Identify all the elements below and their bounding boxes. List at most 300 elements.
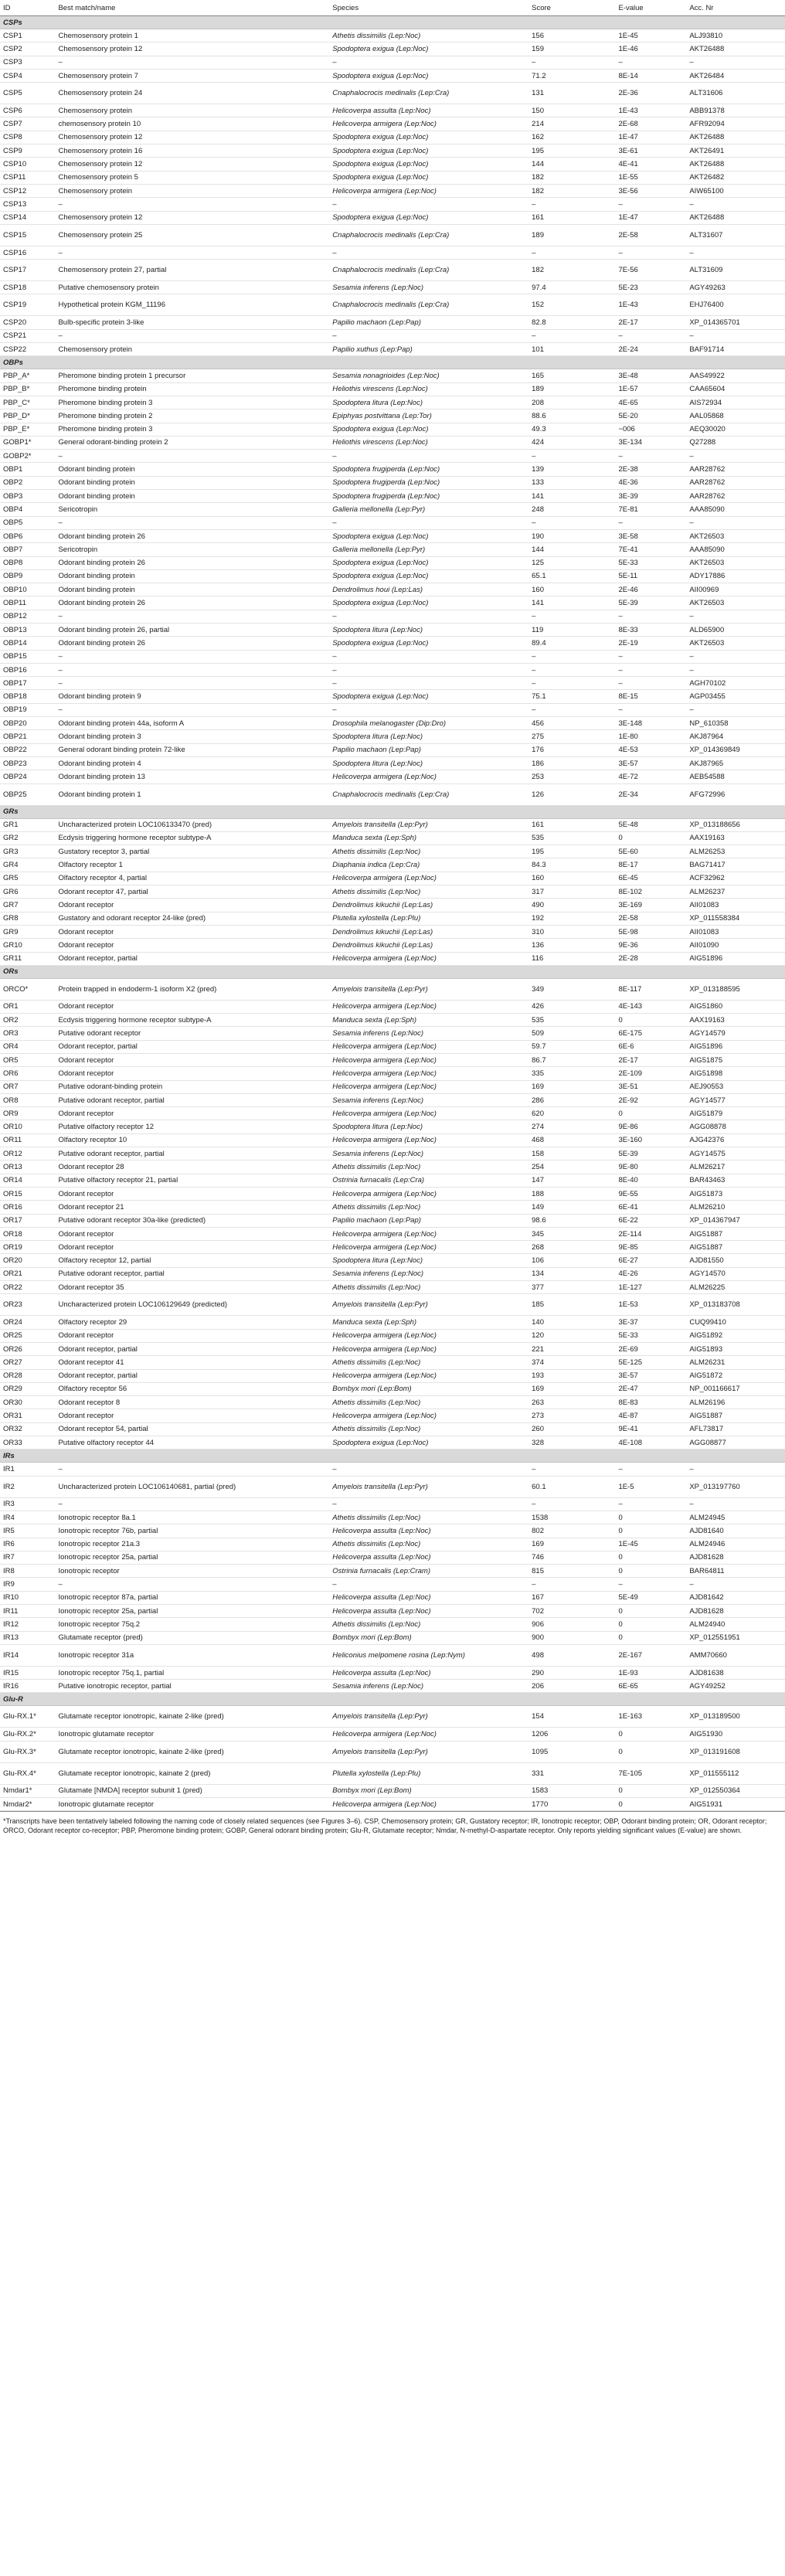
cell-score: 131: [528, 83, 615, 104]
cell-species: –: [329, 1497, 528, 1511]
table-row: [0, 831, 785, 845]
cell-species: Helicoverpa armigera (Lep:Noc): [329, 952, 528, 965]
cell-best-match: Chemosensory protein 24: [55, 83, 329, 104]
cell-best-match: Putative chemosensory protein: [55, 281, 329, 294]
cell-score: 134: [528, 1267, 615, 1280]
cell-best-match: Bulb-specific protein 3-like: [55, 316, 329, 329]
table-row: [0, 1107, 785, 1120]
cell-best-match: Odorant binding protein 4: [55, 756, 329, 770]
cell-accession: AAR28762: [686, 476, 785, 489]
cell-species: Spodoptera exigua (Lep:Noc): [329, 569, 528, 583]
cell-best-match: Chemosensory protein: [55, 343, 329, 356]
cell-evalue: 0: [615, 1014, 686, 1027]
cell-evalue: 5E-125: [615, 1356, 686, 1369]
cell-evalue: 0: [615, 1551, 686, 1564]
cell-id: OBP17: [0, 677, 55, 690]
cell-best-match: –: [55, 1463, 329, 1476]
section-header: [0, 805, 785, 818]
cell-id: CSP3: [0, 56, 55, 69]
cell-score: 490: [528, 899, 615, 912]
cell-id: CSP19: [0, 294, 55, 316]
cell-species: Plutella xylostella (Lep:Plu): [329, 1762, 528, 1784]
cell-evalue: –: [615, 246, 686, 259]
cell-evalue: 5E-48: [615, 818, 686, 831]
cell-best-match: Pheromone binding protein 2: [55, 410, 329, 423]
cell-evalue: 3E-58: [615, 529, 686, 542]
table-row: [0, 1497, 785, 1511]
cell-best-match: Chemosensory protein 12: [55, 211, 329, 224]
cell-best-match: Odorant binding protein 3: [55, 730, 329, 743]
cell-id: PBP_C*: [0, 396, 55, 409]
section-title: OBPs: [0, 356, 785, 369]
cell-evalue: 6E-175: [615, 1027, 686, 1040]
cell-evalue: 1E-47: [615, 131, 686, 144]
cell-accession: AKT26484: [686, 69, 785, 82]
cell-accession: ALM26231: [686, 1356, 785, 1369]
cell-best-match: Glutamate receptor ionotropic, kainate 2-like (pred): [55, 1741, 329, 1762]
cell-accession: AJD81638: [686, 1666, 785, 1679]
cell-best-match: Ionotropic receptor 75q.2: [55, 1618, 329, 1631]
cell-accession: AKT26503: [686, 529, 785, 542]
cell-score: 275: [528, 730, 615, 743]
cell-species: Sesamia inferens (Lep:Noc): [329, 1093, 528, 1106]
table-row: [0, 1174, 785, 1187]
header-best-match: Best match/name: [55, 0, 329, 16]
cell-species: –: [329, 450, 528, 463]
table-row: [0, 1476, 785, 1497]
cell-id: OR13: [0, 1161, 55, 1174]
cell-id: OR6: [0, 1067, 55, 1080]
cell-best-match: Odorant binding protein 13: [55, 770, 329, 783]
cell-species: –: [329, 1578, 528, 1591]
cell-id: OR19: [0, 1241, 55, 1254]
cell-evalue: 9E-55: [615, 1187, 686, 1200]
cell-species: Amyelois transitella (Lep:Pyr): [329, 1294, 528, 1316]
cell-id: OBP11: [0, 596, 55, 610]
cell-id: OBP18: [0, 690, 55, 703]
cell-best-match: –: [55, 1578, 329, 1591]
cell-best-match: Putative olfactory receptor 44: [55, 1436, 329, 1449]
header-row: [0, 0, 785, 16]
cell-best-match: Odorant binding protein: [55, 569, 329, 583]
cell-score: 133: [528, 476, 615, 489]
table-row: [0, 899, 785, 912]
cell-species: Spodoptera exigua (Lep:Noc): [329, 1436, 528, 1449]
cell-id: Glu-RX.1*: [0, 1706, 55, 1728]
cell-evalue: 9E-41: [615, 1422, 686, 1436]
cell-accession: AIG51887: [686, 1227, 785, 1240]
cell-evalue: –: [615, 650, 686, 663]
cell-best-match: Odorant receptor: [55, 1227, 329, 1240]
cell-score: 263: [528, 1396, 615, 1409]
cell-best-match: Hypothetical protein KGM_11196: [55, 294, 329, 316]
cell-best-match: Olfactory receptor 12, partial: [55, 1254, 329, 1267]
cell-evalue: –: [615, 703, 686, 716]
cell-best-match: –: [55, 663, 329, 676]
cell-id: OR16: [0, 1201, 55, 1214]
table-row: [0, 770, 785, 783]
cell-score: –: [528, 1463, 615, 1476]
cell-id: CSP22: [0, 343, 55, 356]
cell-score: –: [528, 1578, 615, 1591]
cell-accession: AGG08878: [686, 1120, 785, 1133]
cell-evalue: 2E-109: [615, 1067, 686, 1080]
cell-species: Athetis dissimilis (Lep:Noc): [329, 1511, 528, 1524]
cell-species: Galleria mellonella (Lep:Pyr): [329, 543, 528, 556]
cell-accession: AEJ90553: [686, 1080, 785, 1093]
cell-evalue: 0: [615, 1728, 686, 1741]
cell-species: –: [329, 663, 528, 676]
table-row: [0, 1798, 785, 1811]
cell-evalue: 5E-23: [615, 281, 686, 294]
cell-accession: AGY14575: [686, 1147, 785, 1161]
cell-species: Helicoverpa armigera (Lep:Noc): [329, 1227, 528, 1240]
cell-evalue: 1E-43: [615, 294, 686, 316]
table-row: [0, 463, 785, 476]
cell-best-match: Odorant receptor, partial: [55, 1369, 329, 1382]
table-row: [0, 717, 785, 730]
table-row: [0, 952, 785, 965]
cell-evalue: 6E-6: [615, 1040, 686, 1053]
cell-evalue: 4E-53: [615, 743, 686, 756]
cell-score: 84.3: [528, 858, 615, 872]
cell-id: OR18: [0, 1227, 55, 1240]
cell-accession: AJG42376: [686, 1133, 785, 1147]
cell-accession: ALM26210: [686, 1201, 785, 1214]
cell-evalue: 2E-68: [615, 117, 686, 131]
cell-score: 374: [528, 1356, 615, 1369]
cell-score: 208: [528, 396, 615, 409]
cell-accession: XP_013183708: [686, 1294, 785, 1316]
cell-best-match: Putative odorant receptor, partial: [55, 1267, 329, 1280]
cell-id: PBP_B*: [0, 382, 55, 396]
cell-accession: AGY14579: [686, 1027, 785, 1040]
cell-score: 188: [528, 1187, 615, 1200]
cell-evalue: 8E-17: [615, 858, 686, 872]
cell-species: Helicoverpa armigera (Lep:Noc): [329, 1342, 528, 1355]
cell-id: Nmdar1*: [0, 1784, 55, 1797]
cell-accession: AAR28762: [686, 490, 785, 503]
cell-species: Athetis dissimilis (Lep:Noc): [329, 1356, 528, 1369]
cell-best-match: Glutamate receptor (pred): [55, 1631, 329, 1644]
cell-accession: AKT26503: [686, 637, 785, 650]
cell-score: 345: [528, 1227, 615, 1240]
cell-best-match: Odorant receptor: [55, 1241, 329, 1254]
cell-accession: ALM24940: [686, 1618, 785, 1631]
cell-species: Spodoptera exigua (Lep:Noc): [329, 69, 528, 82]
cell-id: OR7: [0, 1080, 55, 1093]
cell-id: CSP7: [0, 117, 55, 131]
cell-species: Papilio machaon (Lep:Pap): [329, 316, 528, 329]
cell-evalue: 2E-17: [615, 316, 686, 329]
cell-score: 189: [528, 382, 615, 396]
cell-score: 86.7: [528, 1054, 615, 1067]
cell-id: Glu-RX.2*: [0, 1728, 55, 1741]
cell-score: 120: [528, 1329, 615, 1342]
cell-species: Helicoverpa assulta (Lep:Noc): [329, 1591, 528, 1604]
cell-score: –: [528, 703, 615, 716]
cell-accession: AIG51896: [686, 952, 785, 965]
table-row: [0, 1666, 785, 1679]
table-row: [0, 490, 785, 503]
table-row: [0, 104, 785, 117]
cell-score: 82.8: [528, 316, 615, 329]
cell-id: CSP17: [0, 260, 55, 281]
cell-species: Spodoptera frugiperda (Lep:Noc): [329, 476, 528, 489]
cell-evalue: 1E-46: [615, 42, 686, 56]
cell-best-match: Ionotropic receptor 31a: [55, 1644, 329, 1666]
cell-score: 254: [528, 1161, 615, 1174]
cell-id: GR10: [0, 939, 55, 952]
cell-evalue: 0: [615, 1524, 686, 1538]
cell-accession: AII01083: [686, 925, 785, 938]
cell-accession: AKT26488: [686, 131, 785, 144]
cell-evalue: 3E-148: [615, 717, 686, 730]
cell-accession: AIG51879: [686, 1107, 785, 1120]
cell-best-match: Odorant receptor 41: [55, 1356, 329, 1369]
cell-score: 176: [528, 743, 615, 756]
cell-score: 192: [528, 912, 615, 925]
cell-species: Helicoverpa armigera (Lep:Noc): [329, 1187, 528, 1200]
cell-best-match: Uncharacterized protein LOC106129649 (predicted): [55, 1294, 329, 1316]
section-header: [0, 16, 785, 29]
table-row: [0, 1369, 785, 1382]
cell-best-match: Odorant binding protein: [55, 583, 329, 596]
cell-best-match: Odorant binding protein 26: [55, 556, 329, 569]
cell-best-match: Glutamate [NMDA] receptor subunit 1 (pred): [55, 1784, 329, 1797]
table-row: [0, 703, 785, 716]
table-row: [0, 1161, 785, 1174]
cell-accession: XP_011555112: [686, 1762, 785, 1784]
table-row: [0, 1147, 785, 1161]
cell-score: 65.1: [528, 569, 615, 583]
cell-id: IR9: [0, 1578, 55, 1591]
cell-accession: AKT26488: [686, 42, 785, 56]
cell-species: –: [329, 703, 528, 716]
cell-species: Cnaphalocrocis medinalis (Lep:Cra): [329, 83, 528, 104]
cell-evalue: 0: [615, 1604, 686, 1617]
table-row: [0, 184, 785, 197]
section-title: IRs: [0, 1449, 785, 1463]
section-header: [0, 356, 785, 369]
table-row: [0, 281, 785, 294]
cell-accession: BAG71417: [686, 858, 785, 872]
cell-best-match: Ionotropic receptor: [55, 1565, 329, 1578]
cell-accession: AFL73817: [686, 1422, 785, 1436]
cell-score: 116: [528, 952, 615, 965]
cell-evalue: 1E-57: [615, 382, 686, 396]
cell-score: –: [528, 1497, 615, 1511]
cell-evalue: 2E-17: [615, 1054, 686, 1067]
cell-evalue: 8E-33: [615, 623, 686, 636]
cell-score: 335: [528, 1067, 615, 1080]
cell-best-match: Chemosensory protein 12: [55, 158, 329, 171]
cell-evalue: 5E-39: [615, 596, 686, 610]
cell-accession: ALM26253: [686, 845, 785, 858]
cell-species: Spodoptera frugiperda (Lep:Noc): [329, 490, 528, 503]
cell-id: OBP15: [0, 650, 55, 663]
cell-evalue: 0: [615, 1618, 686, 1631]
cell-species: Helicoverpa armigera (Lep:Noc): [329, 1040, 528, 1053]
table-row: [0, 885, 785, 899]
cell-accession: AIG51930: [686, 1728, 785, 1741]
cell-evalue: 2E-58: [615, 224, 686, 246]
cell-score: 106: [528, 1254, 615, 1267]
cell-accession: ALM24946: [686, 1538, 785, 1551]
cell-species: Sesamia inferens (Lep:Noc): [329, 1147, 528, 1161]
cell-score: –: [528, 610, 615, 623]
cell-score: 702: [528, 1604, 615, 1617]
cell-accession: AII01090: [686, 939, 785, 952]
cell-id: IR1: [0, 1463, 55, 1476]
cell-id: GR2: [0, 831, 55, 845]
cell-score: 98.6: [528, 1214, 615, 1227]
cell-best-match: –: [55, 703, 329, 716]
cell-id: OR9: [0, 1107, 55, 1120]
cell-score: 160: [528, 872, 615, 885]
table-row: [0, 623, 785, 636]
cell-accession: AGY49263: [686, 281, 785, 294]
table-row: [0, 42, 785, 56]
cell-best-match: Ionotropic receptor 25a, partial: [55, 1604, 329, 1617]
table-row: [0, 1604, 785, 1617]
cell-species: Ostrinia furnacalis (Lep:Cram): [329, 1565, 528, 1578]
cell-accession: XP_011558384: [686, 912, 785, 925]
table-row: [0, 730, 785, 743]
cell-accession: AJD81550: [686, 1254, 785, 1267]
section-title: GRs: [0, 805, 785, 818]
cell-best-match: –: [55, 246, 329, 259]
cell-species: Athetis dissimilis (Lep:Noc): [329, 1538, 528, 1551]
table-row: [0, 650, 785, 663]
table-row: [0, 1027, 785, 1040]
cell-species: Helicoverpa armigera (Lep:Noc): [329, 1054, 528, 1067]
cell-accession: AAL05868: [686, 410, 785, 423]
table-row: [0, 1436, 785, 1449]
cell-best-match: Odorant receptor: [55, 899, 329, 912]
cell-species: Athetis dissimilis (Lep:Noc): [329, 1201, 528, 1214]
cell-evalue: 2E-58: [615, 912, 686, 925]
cell-id: OR33: [0, 1436, 55, 1449]
cell-id: PBP_E*: [0, 423, 55, 436]
table-row: [0, 1267, 785, 1280]
cell-species: Helicoverpa armigera (Lep:Noc): [329, 1329, 528, 1342]
cell-best-match: Odorant binding protein: [55, 476, 329, 489]
cell-id: OBP8: [0, 556, 55, 569]
table-row: [0, 1551, 785, 1564]
cell-evalue: 6E-41: [615, 1201, 686, 1214]
cell-species: –: [329, 677, 528, 690]
cell-best-match: Odorant receptor: [55, 939, 329, 952]
cell-score: 167: [528, 1591, 615, 1604]
table-row: [0, 1214, 785, 1227]
cell-score: 136: [528, 939, 615, 952]
section-header: [0, 1693, 785, 1706]
cell-accession: AMM70660: [686, 1644, 785, 1666]
table-row: [0, 1511, 785, 1524]
cell-score: 310: [528, 925, 615, 938]
cell-score: 331: [528, 1762, 615, 1784]
cell-species: Spodoptera litura (Lep:Noc): [329, 730, 528, 743]
cell-id: GR5: [0, 872, 55, 885]
table-row: [0, 556, 785, 569]
header-score: Score: [528, 0, 615, 16]
cell-score: 802: [528, 1524, 615, 1538]
cell-species: Epiphyas postvittana (Lep:Tor): [329, 410, 528, 423]
table-row: [0, 1728, 785, 1741]
cell-id: OR26: [0, 1342, 55, 1355]
cell-accession: AKT26488: [686, 158, 785, 171]
cell-accession: ALM26196: [686, 1396, 785, 1409]
cell-score: 349: [528, 978, 615, 1000]
cell-id: OBP14: [0, 637, 55, 650]
cell-accession: AIG51898: [686, 1067, 785, 1080]
table-row: [0, 83, 785, 104]
table-row: [0, 912, 785, 925]
cell-score: 75.1: [528, 690, 615, 703]
cell-species: Sesamia inferens (Lep:Noc): [329, 1680, 528, 1693]
table-row: [0, 925, 785, 938]
cell-evalue: 9E-85: [615, 1241, 686, 1254]
cell-best-match: Olfactory receptor 56: [55, 1382, 329, 1395]
cell-score: 248: [528, 503, 615, 516]
table-row: [0, 1241, 785, 1254]
cell-accession: AIG51860: [686, 1000, 785, 1013]
table-row: [0, 858, 785, 872]
cell-species: Papilio machaon (Lep:Pap): [329, 1214, 528, 1227]
cell-score: 426: [528, 1000, 615, 1013]
cell-accession: ADY17886: [686, 569, 785, 583]
cell-best-match: Gustatory and odorant receptor 24-like (pred): [55, 912, 329, 925]
header-accession: Acc. Nr: [686, 0, 785, 16]
cell-score: 101: [528, 343, 615, 356]
cell-species: Helicoverpa armigera (Lep:Noc): [329, 184, 528, 197]
cell-accession: XP_014369849: [686, 743, 785, 756]
cell-best-match: –: [55, 329, 329, 342]
cell-accession: ALM26237: [686, 885, 785, 899]
cell-accession: ABB91378: [686, 104, 785, 117]
cell-accession: AEB54588: [686, 770, 785, 783]
table-row: [0, 396, 785, 409]
cell-evalue: 5E-33: [615, 556, 686, 569]
cell-id: CSP10: [0, 158, 55, 171]
cell-species: Spodoptera exigua (Lep:Noc): [329, 171, 528, 184]
cell-evalue: 7E-105: [615, 1762, 686, 1784]
cell-score: 141: [528, 490, 615, 503]
cell-accession: XP_013188595: [686, 978, 785, 1000]
cell-score: –: [528, 677, 615, 690]
table-row: [0, 423, 785, 436]
table-row: [0, 158, 785, 171]
cell-evalue: –: [615, 1497, 686, 1511]
cell-best-match: Odorant binding protein 26: [55, 637, 329, 650]
table-row: [0, 198, 785, 211]
cell-evalue: –: [615, 1463, 686, 1476]
cell-score: 97.4: [528, 281, 615, 294]
cell-best-match: Chemosensory protein 25: [55, 224, 329, 246]
cell-best-match: Odorant binding protein 1: [55, 783, 329, 805]
cell-species: –: [329, 1463, 528, 1476]
cell-id: IR11: [0, 1604, 55, 1617]
cell-species: Cnaphalocrocis medinalis (Lep:Cra): [329, 224, 528, 246]
cell-species: Athetis dissimilis (Lep:Noc): [329, 29, 528, 42]
cell-evalue: 4E-108: [615, 1436, 686, 1449]
cell-best-match: chemosensory protein 10: [55, 117, 329, 131]
cell-score: 158: [528, 1147, 615, 1161]
table-row: [0, 1409, 785, 1422]
cell-evalue: 9E-86: [615, 1120, 686, 1133]
cell-evalue: 7E-41: [615, 543, 686, 556]
